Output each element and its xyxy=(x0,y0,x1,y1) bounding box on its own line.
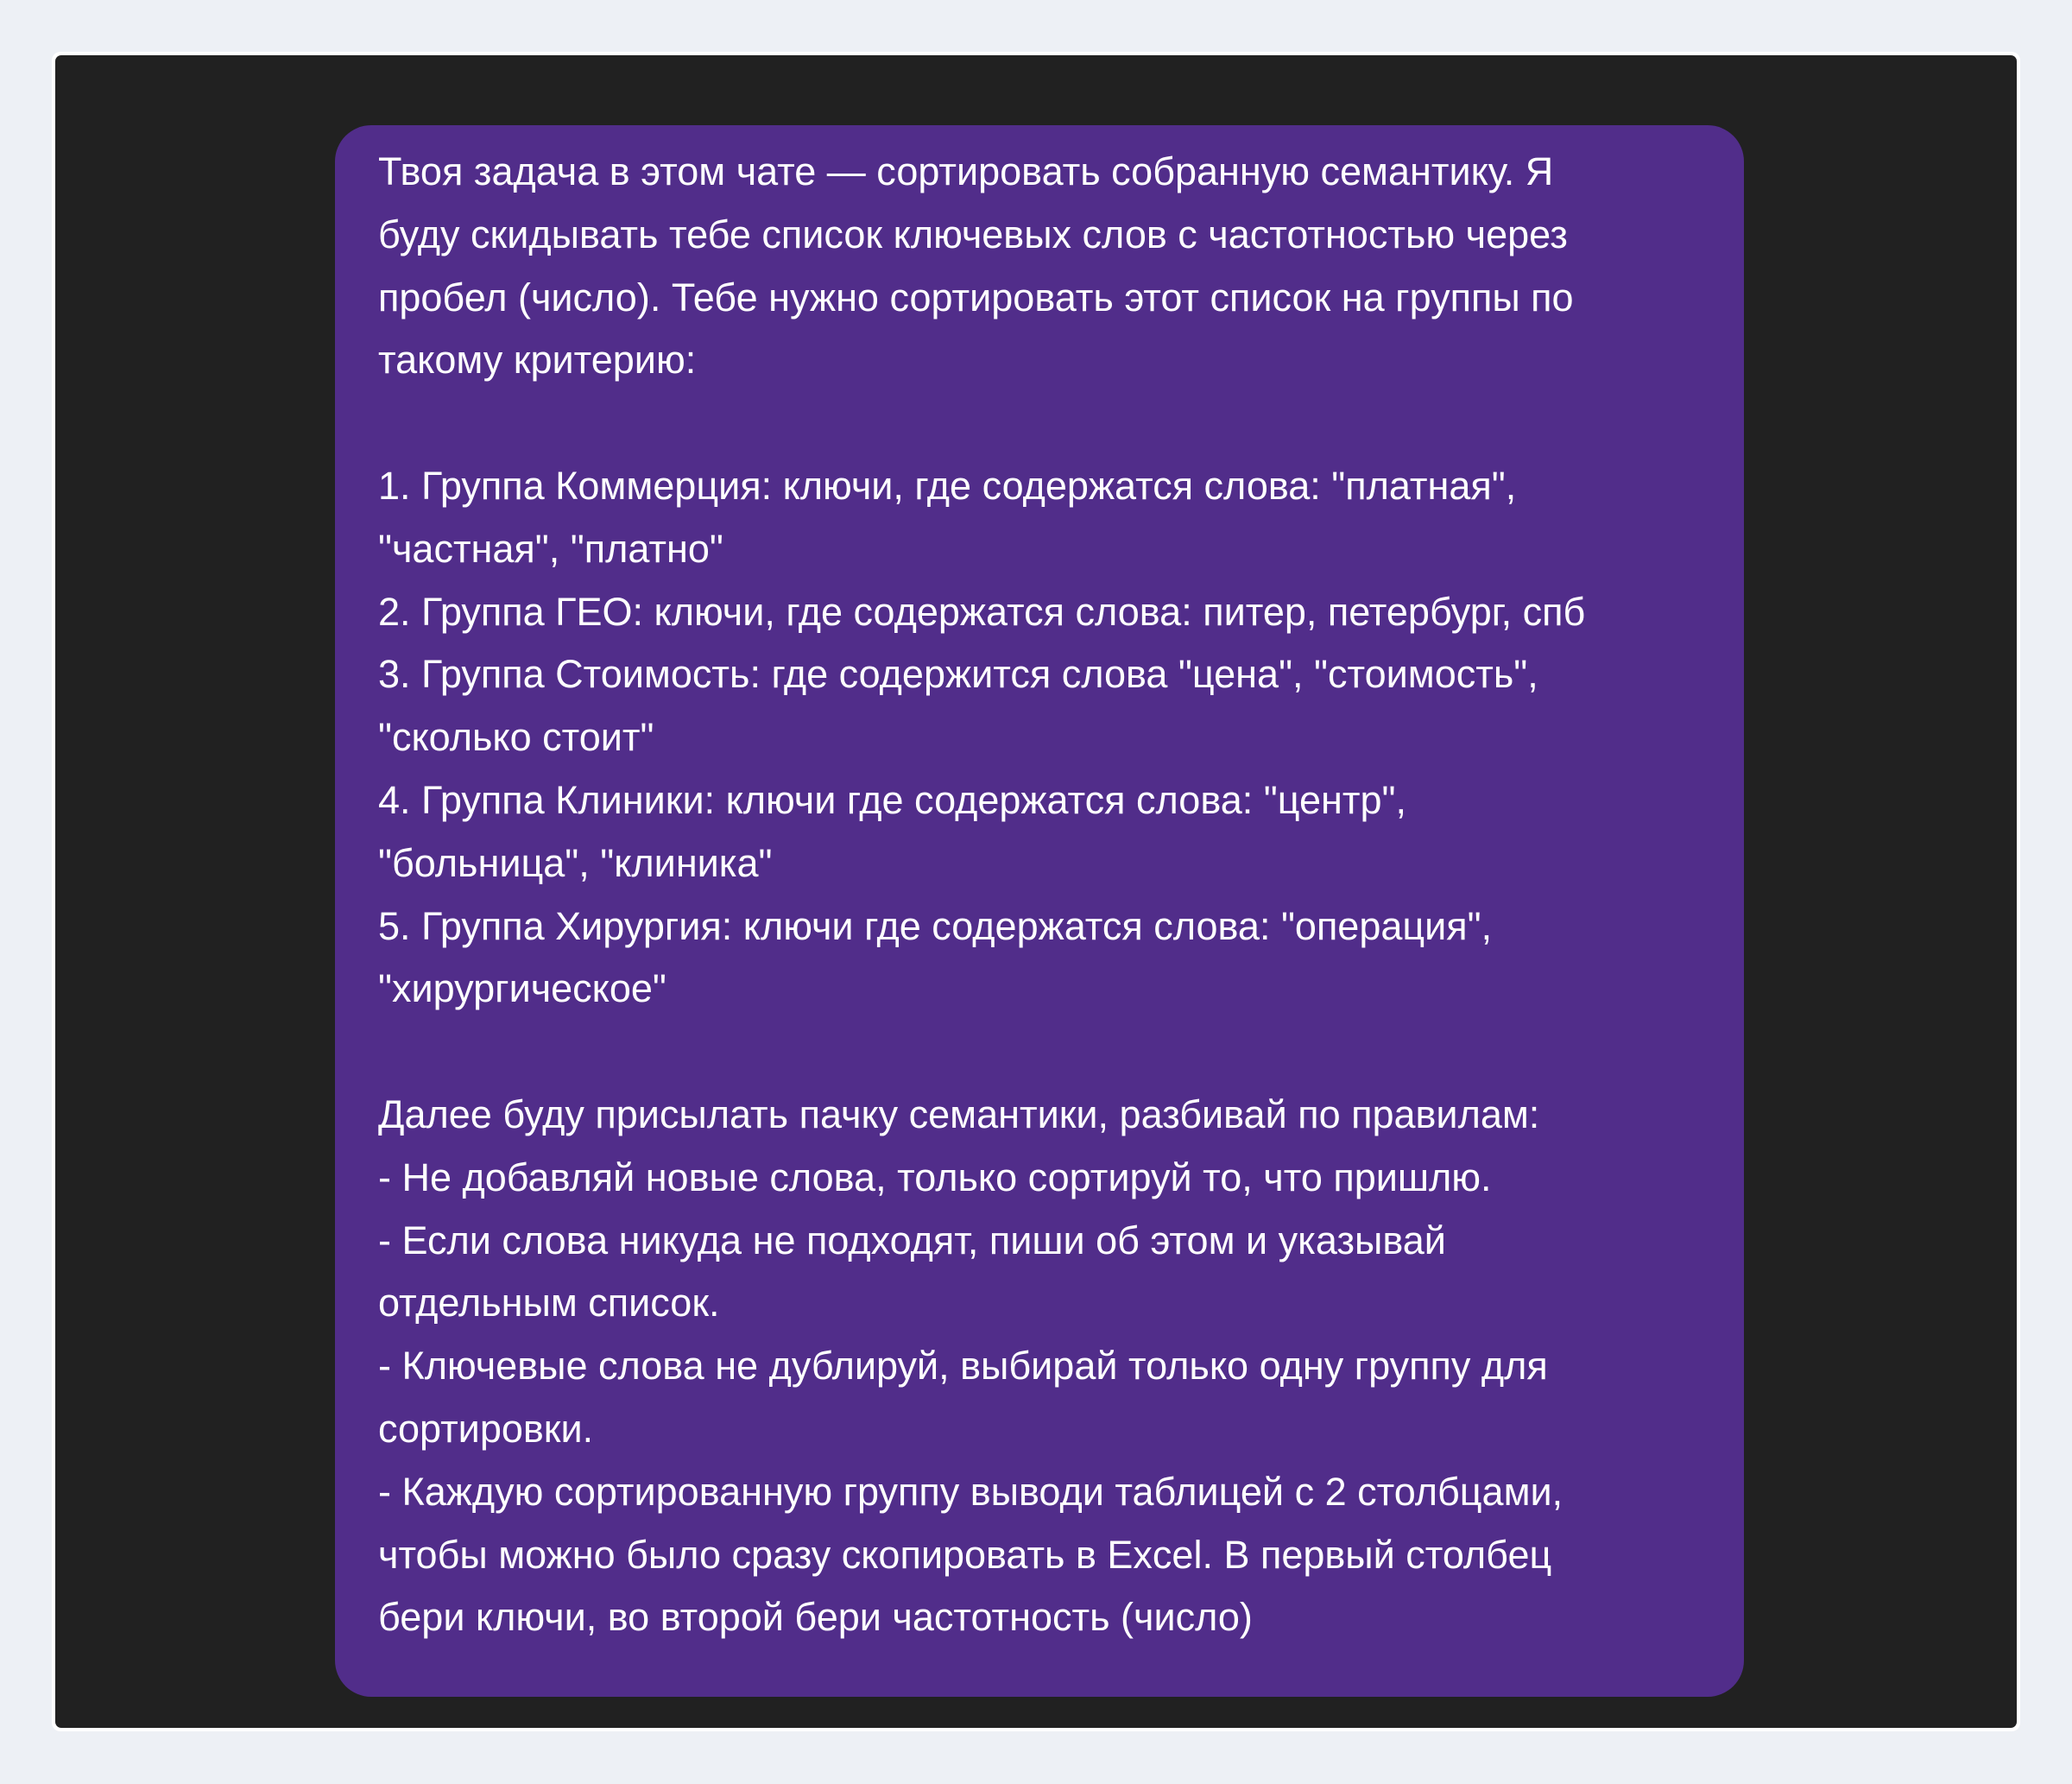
message-text xyxy=(378,141,1709,1649)
message-line: 1. Группа Коммерция: ключи, где содержатся слова: "платная", xyxy=(378,463,1517,508)
screenshot-frame xyxy=(52,52,2020,1731)
message-line xyxy=(378,1021,1709,1084)
message-line: "больница", "клиника" xyxy=(378,840,773,885)
message-line: пробел (число). Тебе нужно сортировать этот список на группы по xyxy=(378,275,1574,319)
message-line: - Каждую сортированную группу выводи таблицей с 2 столбцами, xyxy=(378,1469,1563,1514)
message-line: такому критерию: xyxy=(378,338,697,383)
message-line: отдельным список. xyxy=(378,1281,720,1325)
message-line: - Ключевые слова не дублируй, выбирай только одну группу для xyxy=(378,1344,1548,1389)
message-line: 4. Группа Клиники: ключи где содержатся слова: "центр", xyxy=(378,777,1406,822)
message-line: 5. Группа Хирургия: ключи где содержатся слова: "операция", xyxy=(378,903,1493,948)
user-message-bubble xyxy=(335,125,1744,1697)
message-line: - Если слова никуда не подходят, пиши об этом и указывай xyxy=(378,1218,1446,1262)
message-line: "частная", "платно" xyxy=(378,526,723,571)
message-line: - Не добавляй новые слова, только сортируй то, что пришлю. xyxy=(378,1155,1492,1199)
message-line: 2. Группа ГЕО: ключи, где содержатся слова: питер, петербург, спб xyxy=(378,589,1586,634)
message-line: "сколько стоит" xyxy=(378,715,654,760)
message-line: Твоя задача в этом чате — сортировать собранную семантику. Я xyxy=(378,149,1554,193)
message-line: чтобы можно было сразу скопировать в Excel. В первый столбец xyxy=(378,1532,1552,1577)
message-line: Далее буду присылать пачку семантики, разбивай по правилам: xyxy=(378,1091,1540,1136)
message-line: буду скидывать тебе список ключевых слов с частотностью через xyxy=(378,212,1568,256)
message-line: "хирургическое" xyxy=(378,966,666,1011)
message-line: сортировки. xyxy=(378,1406,594,1451)
chat-window xyxy=(55,55,2017,1728)
message-line xyxy=(378,392,1709,455)
message-line: 3. Группа Стоимость: где содержится слова "цена", "стоимость", xyxy=(378,652,1538,697)
message-line: бери ключи, во второй бери частотность (число) xyxy=(378,1595,1253,1640)
